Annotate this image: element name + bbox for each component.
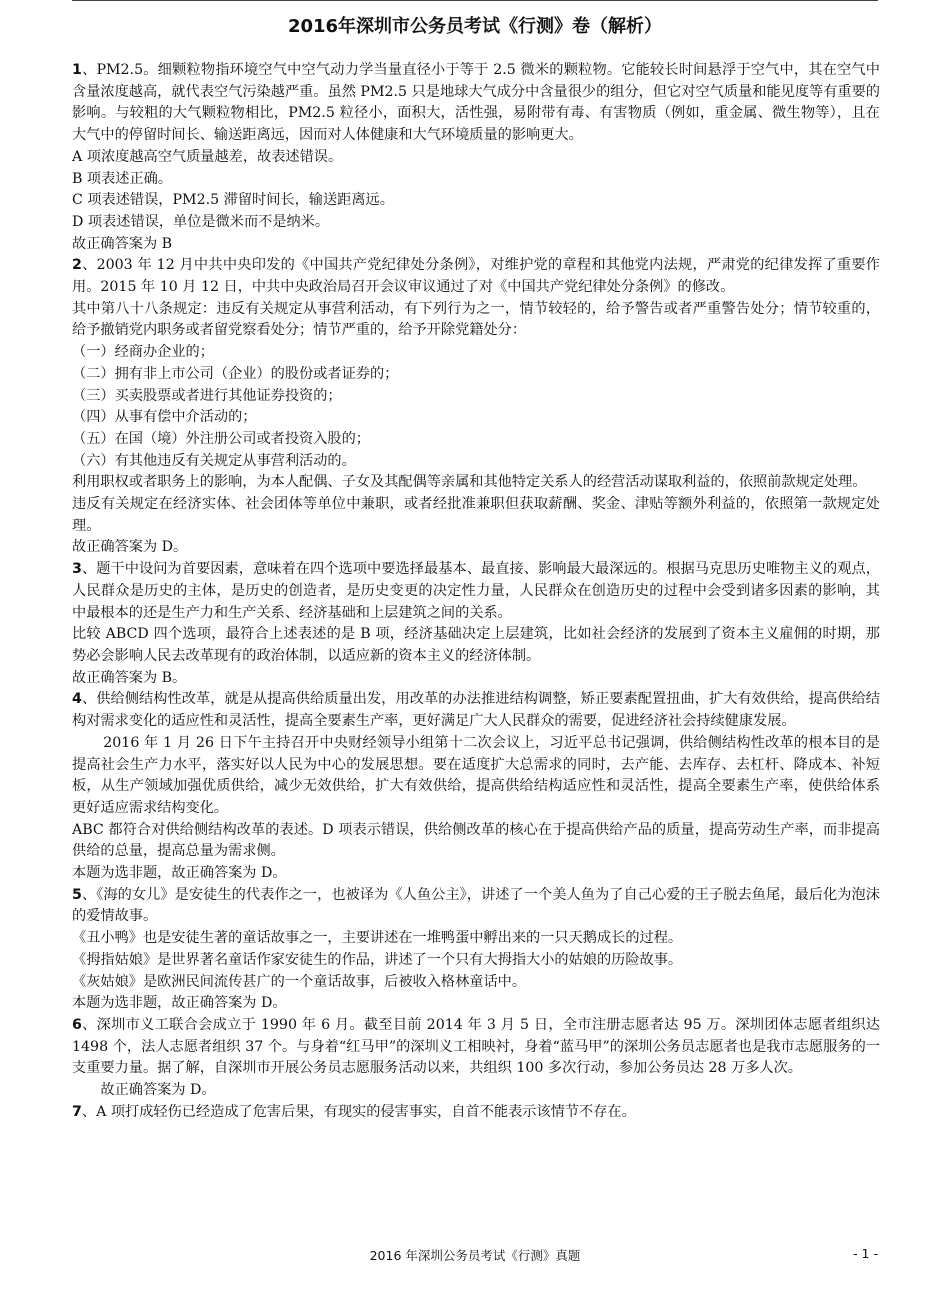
explanation-line: 比较 ABCD 四个选项，最符合上述表述的是 B 项，经济基础决定上层建筑，比如社会经济的发展到了资本主义雇佣的时期，那势必会影响人民去改革现有的政治体制，以适应新的资本主义的经济体制。 (72, 626, 880, 664)
question-number: 3 (72, 561, 82, 578)
explanation-line: B 项表述正确。 (72, 170, 173, 187)
list-item: （四）从事有偿中介活动的； (72, 409, 257, 426)
footer-title: 2016 年深圳公务员考试《行测》真题 (369, 1248, 581, 1263)
question-number: 4 (72, 691, 82, 708)
document-body (72, 60, 880, 1123)
explanation-line: C 项表述错误，PM2.5 滞留时间长，输送距离远。 (72, 192, 394, 209)
question-paragraph: 4、供给侧结构性改革，就是从提高供给质量出发，用改革的办法推进结构调整，矫正要素配置扭曲，扩大有效供给，提高供给结构对需求变化的适应性和灵活性，提高全要素生产率，更好满足广大人民群众的需要，促进经济社会持续健康发展。 (72, 691, 880, 730)
answer-line: 故正确答案为 D。 (100, 1082, 216, 1099)
explanation-line: 违反有关规定在经济实体、社会团体等单位中兼职，或者经批准兼职但获取薪酬、奖金、津贴等额外利益的，依照第一款规定处理。 (72, 496, 880, 534)
list-item: （三）买卖股票或者进行其他证券投资的； (72, 387, 342, 404)
answer-line: 本题为选非题，故正确答案为 D。 (72, 995, 287, 1012)
answer-line: 故正确答案为 B。 (72, 669, 187, 686)
page-number: - 1 - (853, 1246, 878, 1261)
answer-line: 故正确答案为 D。 (72, 539, 188, 556)
explanation-line: 利用职权或者职务上的影响，为本人配偶、子女及其配偶等亲属和其他特定关系人的经营活动谋取利益的，依照前款规定处理。 (72, 474, 867, 491)
explanation-line: 《灰姑娘》是欧洲民间流传甚广的一个童话故事，后被收入格林童话中。 (72, 973, 527, 990)
answer-line: 本题为选非题，故正确答案为 D。 (72, 865, 287, 882)
explanation-line: 其中第八十八条规定：违反有关规定从事营利活动，有下列行为之一，情节较轻的，给予警告或者严重警告处分；情节较重的，给予撤销党内职务或者留党察看处分；情节严重的，给予开除党籍处分： (72, 300, 880, 339)
question-paragraph: 1、PM2.5。细颗粒物指环境空气中空气动力学当量直径小于等于 2.5 微米的颗粒物。它能较长时间悬浮于空气中，其在空气中含量浓度越高，就代表空气污染越严重。虽然 PM2.5 只是地球大气成分中含量很少的组分，但它对空气质量和能见度等有重要的影响。与较粗的大气颗粒物相比，PM2.5 粒径小，面积大，活性强，易附带有毒、有害物质（例如，重金属、微生物等），且在大气中的停留时间长、输送距离远，因而对人体健康和大气环境质量的影响更大。 (72, 62, 880, 144)
question-number: 2 (72, 257, 82, 274)
question-paragraph: 2、2003 年 12 月中共中央印发的《中国共产党纪律处分条例》，对维护党的章程和其他党内法规，严肃党的纪律发挥了重要作用。2015 年 10 月 12 日，中共中央政治局召开会议审议通过了对《中国共产党纪律处分条例》的修改。 (72, 257, 880, 296)
explanation-line: D 项表述错误，单位是微米而不是纳米。 (72, 213, 330, 230)
question-number: 6 (72, 1016, 82, 1033)
question-paragraph: 3、题干中设问为首要因素，意味着在四个选项中要选择最基本、最直接、影响最大最深远的。根据马克思历史唯物主义的观点，人民群众是历史的主体，是历史的创造者，是历史变更的决定性力量，人民群众在创造历史的过程中会受到诸多因素的影响，其中最根本的还是生产力和生产关系、经济基础和上层建筑之间的关系。 (72, 561, 880, 621)
page-title: 2016年深圳市公务员考试《行测》卷（解析） (287, 16, 663, 37)
explanation-line: ABC 都符合对供给侧结构改革的表述。D 项表示错误，供给侧改革的核心在于提高供给产品的质量，提高劳动生产率，而非提高供给的总量，提高总量为需求侧。 (72, 821, 880, 860)
explanation-line: A 项浓度越高空气质量越差，故表述错误。 (72, 148, 343, 165)
explanation-line: 《丑小鸭》也是安徒生著的童话故事之一，主要讲述在一堆鸭蛋中孵出来的一只天鹅成长的过程。 (72, 930, 683, 947)
list-item: （一）经商办企业的； (72, 344, 214, 361)
question-paragraph: 5、《海的女儿》是安徒生的代表作之一，也被译为《人鱼公主》，讲述了一个美人鱼为了自己心爱的王子脱去鱼尾，最后化为泡沫的爱情故事。 (72, 886, 880, 925)
list-item: （五）在国（境）外注册公司或者投资入股的； (72, 430, 370, 447)
answer-line: 故正确答案为 B (72, 235, 173, 252)
list-item: （六）有其他违反有关规定从事营利活动的。 (72, 452, 356, 469)
explanation-line: 2016 年 1 月 26 日下午主持召开中央财经领导小组第十二次会议上，习近平总书记强调，供给侧结构性改革的根本目的是提高社会生产力水平，落实好以人民为中心的发展思想。要在适度扩大总需求的同时，去产能、去库存、去杠杆、降成本、补短板，从生产领域加强优质供给，减少无效供给，扩大有效供给，提高供给结构适应性和灵活性，提高全要素生产率，使供给体系更好适应需求结构变化。 (72, 734, 880, 816)
question-paragraph: 7、A 项打成轻伤已经造成了危害后果，有现实的侵害事实，自首不能表示该情节不存在。 (72, 1103, 636, 1120)
explanation-line: 《拇指姑娘》是世界著名童话作家安徒生的作品，讲述了一个只有大拇指大小的姑娘的历险故事。 (72, 951, 683, 968)
list-item: （二）拥有非上市公司（企业）的股份或者证券的； (72, 365, 399, 382)
question-number: 1 (72, 62, 82, 78)
header-rule (72, 0, 878, 1)
question-paragraph: 6、深圳市义工联合会成立于 1990 年 6 月。截至目前 2014 年 3 月 5 日，全市注册志愿者达 95 万。深圳团体志愿者组织达 1498 个，法人志愿者组织 37 个。与身着“红马甲”的深圳义工相映衬，身着“蓝马甲”的深圳公务员志愿者也是我市志愿服务的一支重要力量。据了解，自深圳市开展公务员志愿服务活动以来，共组织 100 多次行动，参加公务员达 28 万多人次。 (72, 1016, 880, 1077)
question-number: 7 (72, 1103, 82, 1120)
question-number: 5 (72, 886, 82, 903)
page-footer (72, 1246, 878, 1268)
